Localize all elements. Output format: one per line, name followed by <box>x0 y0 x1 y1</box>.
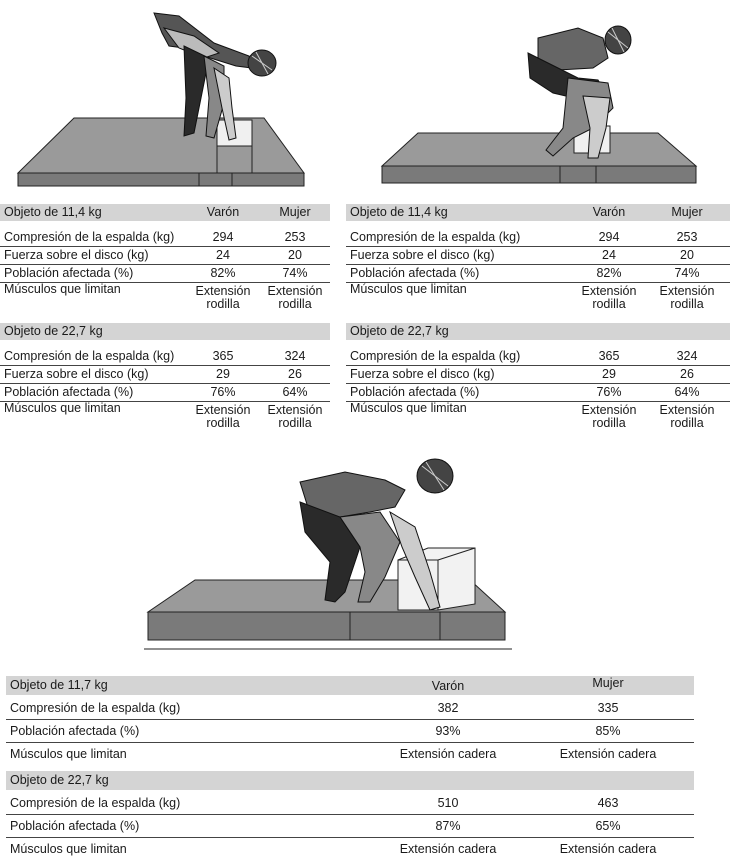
section-title: Objeto de 22,7 kg <box>350 324 449 338</box>
cell-varon: 294 <box>212 230 234 244</box>
cell-varon: Extensión cadera <box>399 842 497 856</box>
cell-varon: Extensión rodilla <box>581 284 637 311</box>
cell-varon: 294 <box>598 230 620 244</box>
cell-varon: 24 <box>602 248 616 262</box>
cell-mujer: 335 <box>597 701 619 715</box>
section-title: Objeto de 11,4 kg <box>350 205 448 219</box>
table-row <box>6 838 694 860</box>
cell-mujer: 64% <box>282 385 308 399</box>
table-row <box>0 366 330 384</box>
cell-varon: 365 <box>212 349 234 363</box>
cell-varon: 365 <box>598 349 620 363</box>
row-label: Compresión de la espalda (kg) <box>10 701 181 715</box>
row-label: Población afectada (%) <box>10 819 140 833</box>
row-label: Músculos que limitan <box>4 401 121 415</box>
cell-varon: 87% <box>435 819 461 833</box>
cell-mujer: 20 <box>680 248 694 262</box>
section-header <box>6 771 694 790</box>
cell-mujer: 74% <box>282 266 308 280</box>
cell-varon: 29 <box>216 367 230 381</box>
cell-varon: 82% <box>210 266 236 280</box>
cell-mujer: Extensión rodilla <box>267 403 323 430</box>
cell-mujer: 64% <box>674 385 700 399</box>
row-label: Compresión de la espalda (kg) <box>4 230 175 244</box>
row-label: Compresión de la espalda (kg) <box>350 230 521 244</box>
table-row <box>0 283 330 317</box>
col-header-mujer: Mujer <box>592 676 624 690</box>
col-header-varon: Varón <box>592 205 626 219</box>
table-row <box>6 697 694 720</box>
cell-varon: 76% <box>210 385 236 399</box>
row-label: Población afectada (%) <box>350 385 480 399</box>
table-row <box>346 366 730 384</box>
table-row <box>6 743 694 765</box>
cell-mujer: Extensión cadera <box>559 747 657 761</box>
row-label: Compresión de la espalda (kg) <box>350 349 521 363</box>
cell-varon: 29 <box>602 367 616 381</box>
row-label: Compresión de la espalda (kg) <box>4 349 175 363</box>
cell-mujer: 26 <box>680 367 694 381</box>
col-header-varon: Varón <box>206 205 240 219</box>
row-label: Población afectada (%) <box>4 385 134 399</box>
table-row <box>346 402 730 436</box>
table-stoop-lift <box>0 204 330 436</box>
cell-mujer: Extensión rodilla <box>267 284 323 311</box>
table-row <box>346 265 730 283</box>
col-header-mujer: Mujer <box>671 205 703 219</box>
row-label: Músculos que limitan <box>10 747 127 761</box>
row-label: Músculos que limitan <box>4 282 121 296</box>
cell-varon: Extensión cadera <box>399 747 497 761</box>
section-header <box>6 676 694 695</box>
section-title: Objeto de 22,7 kg <box>10 773 109 787</box>
table-row <box>6 792 694 815</box>
squat-lift-figure <box>378 8 698 193</box>
row-label: Músculos que limitan <box>350 401 467 415</box>
cell-varon: Extensión rodilla <box>195 403 251 430</box>
row-label: Fuerza sobre el disco (kg) <box>350 248 495 262</box>
cell-varon: 24 <box>216 248 230 262</box>
section-title: Objeto de 11,7 kg <box>10 678 108 692</box>
cell-mujer: 85% <box>595 724 621 738</box>
section-title: Objeto de 11,4 kg <box>4 205 102 219</box>
row-label: Músculos que limitan <box>10 842 127 856</box>
row-label: Fuerza sobre el disco (kg) <box>350 367 495 381</box>
cell-mujer: 324 <box>284 349 306 363</box>
cell-varon: 76% <box>596 385 622 399</box>
table-row <box>346 348 730 366</box>
cell-varon: 382 <box>437 701 459 715</box>
cell-mujer: 26 <box>288 367 302 381</box>
table-row <box>346 384 730 402</box>
cell-varon: Extensión rodilla <box>195 284 251 311</box>
cell-mujer: Extensión cadera <box>559 842 657 856</box>
table-row <box>0 265 330 283</box>
section-header <box>0 323 330 340</box>
table-row <box>0 384 330 402</box>
section-header <box>0 204 330 221</box>
section-header <box>346 204 730 221</box>
cell-mujer: 74% <box>674 266 700 280</box>
cell-mujer: 20 <box>288 248 302 262</box>
stoop-lift-figure <box>14 8 314 193</box>
section-header <box>346 323 730 340</box>
table-row <box>0 402 330 436</box>
table-row <box>0 229 330 247</box>
table-squat-lift <box>346 204 730 436</box>
cell-varon: 510 <box>437 796 459 810</box>
cell-mujer: 253 <box>676 230 698 244</box>
section-title: Objeto de 22,7 kg <box>4 324 103 338</box>
cell-mujer: 324 <box>676 349 698 363</box>
col-header-varon: Varón <box>431 679 465 693</box>
cell-mujer: 65% <box>595 819 621 833</box>
cell-mujer: 253 <box>284 230 306 244</box>
table-row <box>0 348 330 366</box>
cell-mujer: Extensión rodilla <box>659 284 715 311</box>
row-label: Fuerza sobre el disco (kg) <box>4 248 149 262</box>
row-label: Fuerza sobre el disco (kg) <box>4 367 149 381</box>
cell-mujer: Extensión rodilla <box>659 403 715 430</box>
table-stride-lift <box>6 676 694 860</box>
table-row <box>0 247 330 265</box>
table-row <box>346 229 730 247</box>
table-row <box>6 815 694 838</box>
cell-varon: 93% <box>435 724 461 738</box>
stride-lift-figure <box>140 452 520 652</box>
table-row <box>346 283 730 317</box>
row-label: Población afectada (%) <box>350 266 480 280</box>
row-label: Población afectada (%) <box>10 724 140 738</box>
cell-mujer: 463 <box>597 796 619 810</box>
row-label: Población afectada (%) <box>4 266 134 280</box>
row-label: Compresión de la espalda (kg) <box>10 796 181 810</box>
table-row <box>346 247 730 265</box>
cell-varon: Extensión rodilla <box>581 403 637 430</box>
row-label: Músculos que limitan <box>350 282 467 296</box>
table-row <box>6 720 694 743</box>
cell-varon: 82% <box>596 266 622 280</box>
col-header-mujer: Mujer <box>279 205 311 219</box>
